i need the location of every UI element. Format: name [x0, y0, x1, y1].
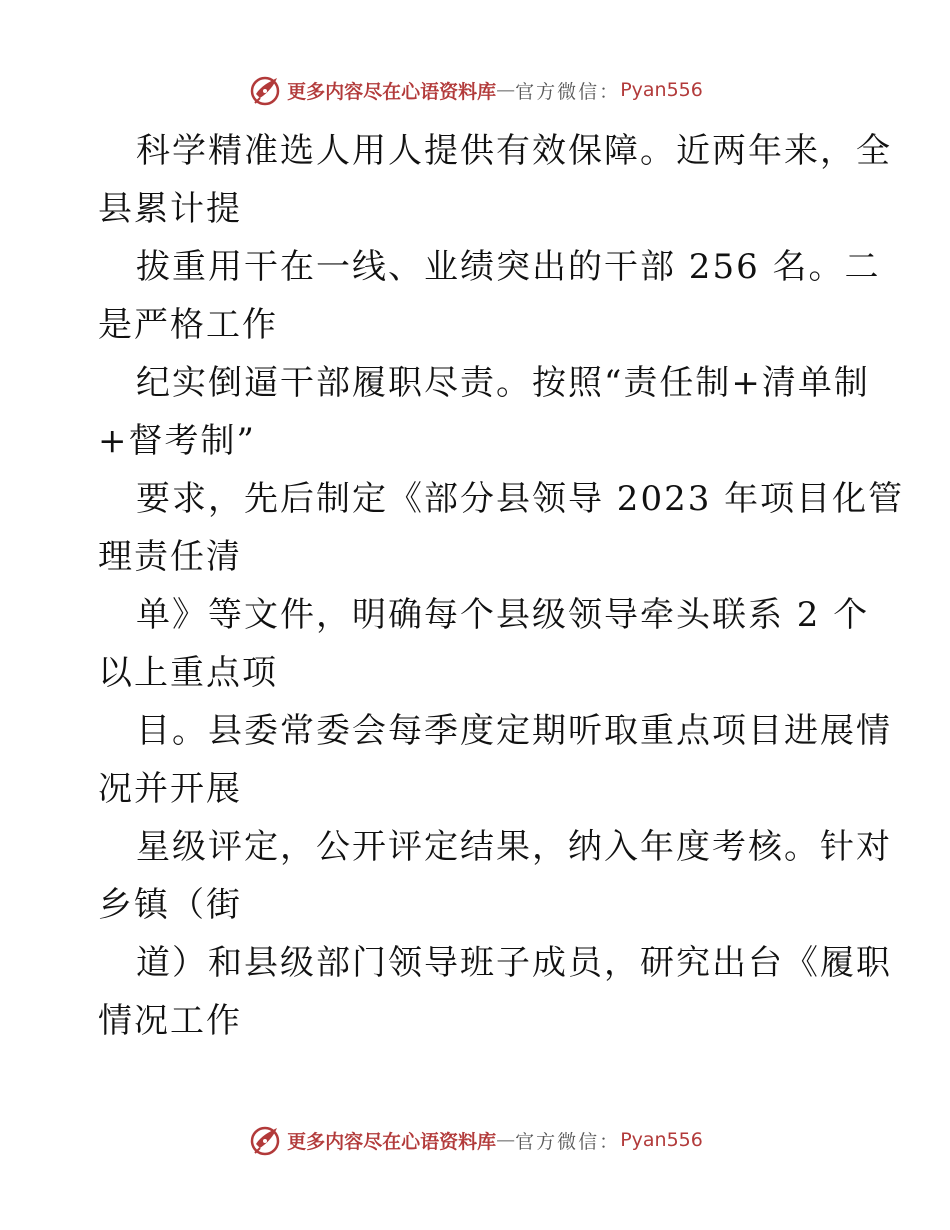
watermark-main-text: 更多内容尽在心语资料库 — [287, 80, 497, 103]
document-body — [98, 122, 905, 1050]
text-line: 目。县委常委会每季度定期听取重点项目进展情 — [136, 711, 892, 751]
text-line: 是严格工作 — [98, 305, 278, 345]
text-line: 星级评定，公开评定结果，纳入年度考核。针对 — [136, 827, 892, 867]
watermark-dash: — — [496, 1129, 516, 1151]
watermark-dash: — — [496, 79, 516, 101]
text-line: 理责任清 — [98, 537, 242, 577]
text-line: 况并开展 — [98, 769, 242, 809]
pen-nib-logo-icon — [247, 72, 283, 108]
text-line: 要求，先后制定《部分县领导 2023 年项目化管 — [136, 479, 905, 519]
text-line: 道）和县级部门领导班子成员，研究出台《履职 — [136, 943, 892, 983]
watermark-middle-text: 官方微信： — [515, 80, 621, 103]
text-line: 情况工作 — [98, 1001, 242, 1041]
header-watermark — [0, 70, 950, 110]
pen-nib-logo-icon — [247, 1122, 283, 1158]
text-line: 乡镇（街 — [98, 885, 242, 925]
text-line: 科学精准选人用人提供有效保障。近两年来，全 — [136, 131, 892, 171]
watermark-middle-text: 官方微信： — [515, 1130, 621, 1153]
text-line: 拔重用干在一线、业绩突出的干部 256 名。二 — [136, 247, 881, 287]
text-line: 以上重点项 — [98, 653, 278, 693]
text-line: +督考制” — [98, 421, 256, 461]
watermark-id: Pyan556 — [620, 79, 703, 101]
text-line: 单》等文件，明确每个县级领导牵头联系 2 个 — [136, 595, 870, 635]
text-line: 县累计提 — [98, 189, 242, 229]
footer-watermark — [0, 1120, 950, 1160]
watermark-id: Pyan556 — [620, 1129, 703, 1151]
text-line: 纪实倒逼干部履职尽责。按照“责任制+清单制 — [136, 363, 870, 403]
watermark-main-text: 更多内容尽在心语资料库 — [287, 1130, 497, 1153]
